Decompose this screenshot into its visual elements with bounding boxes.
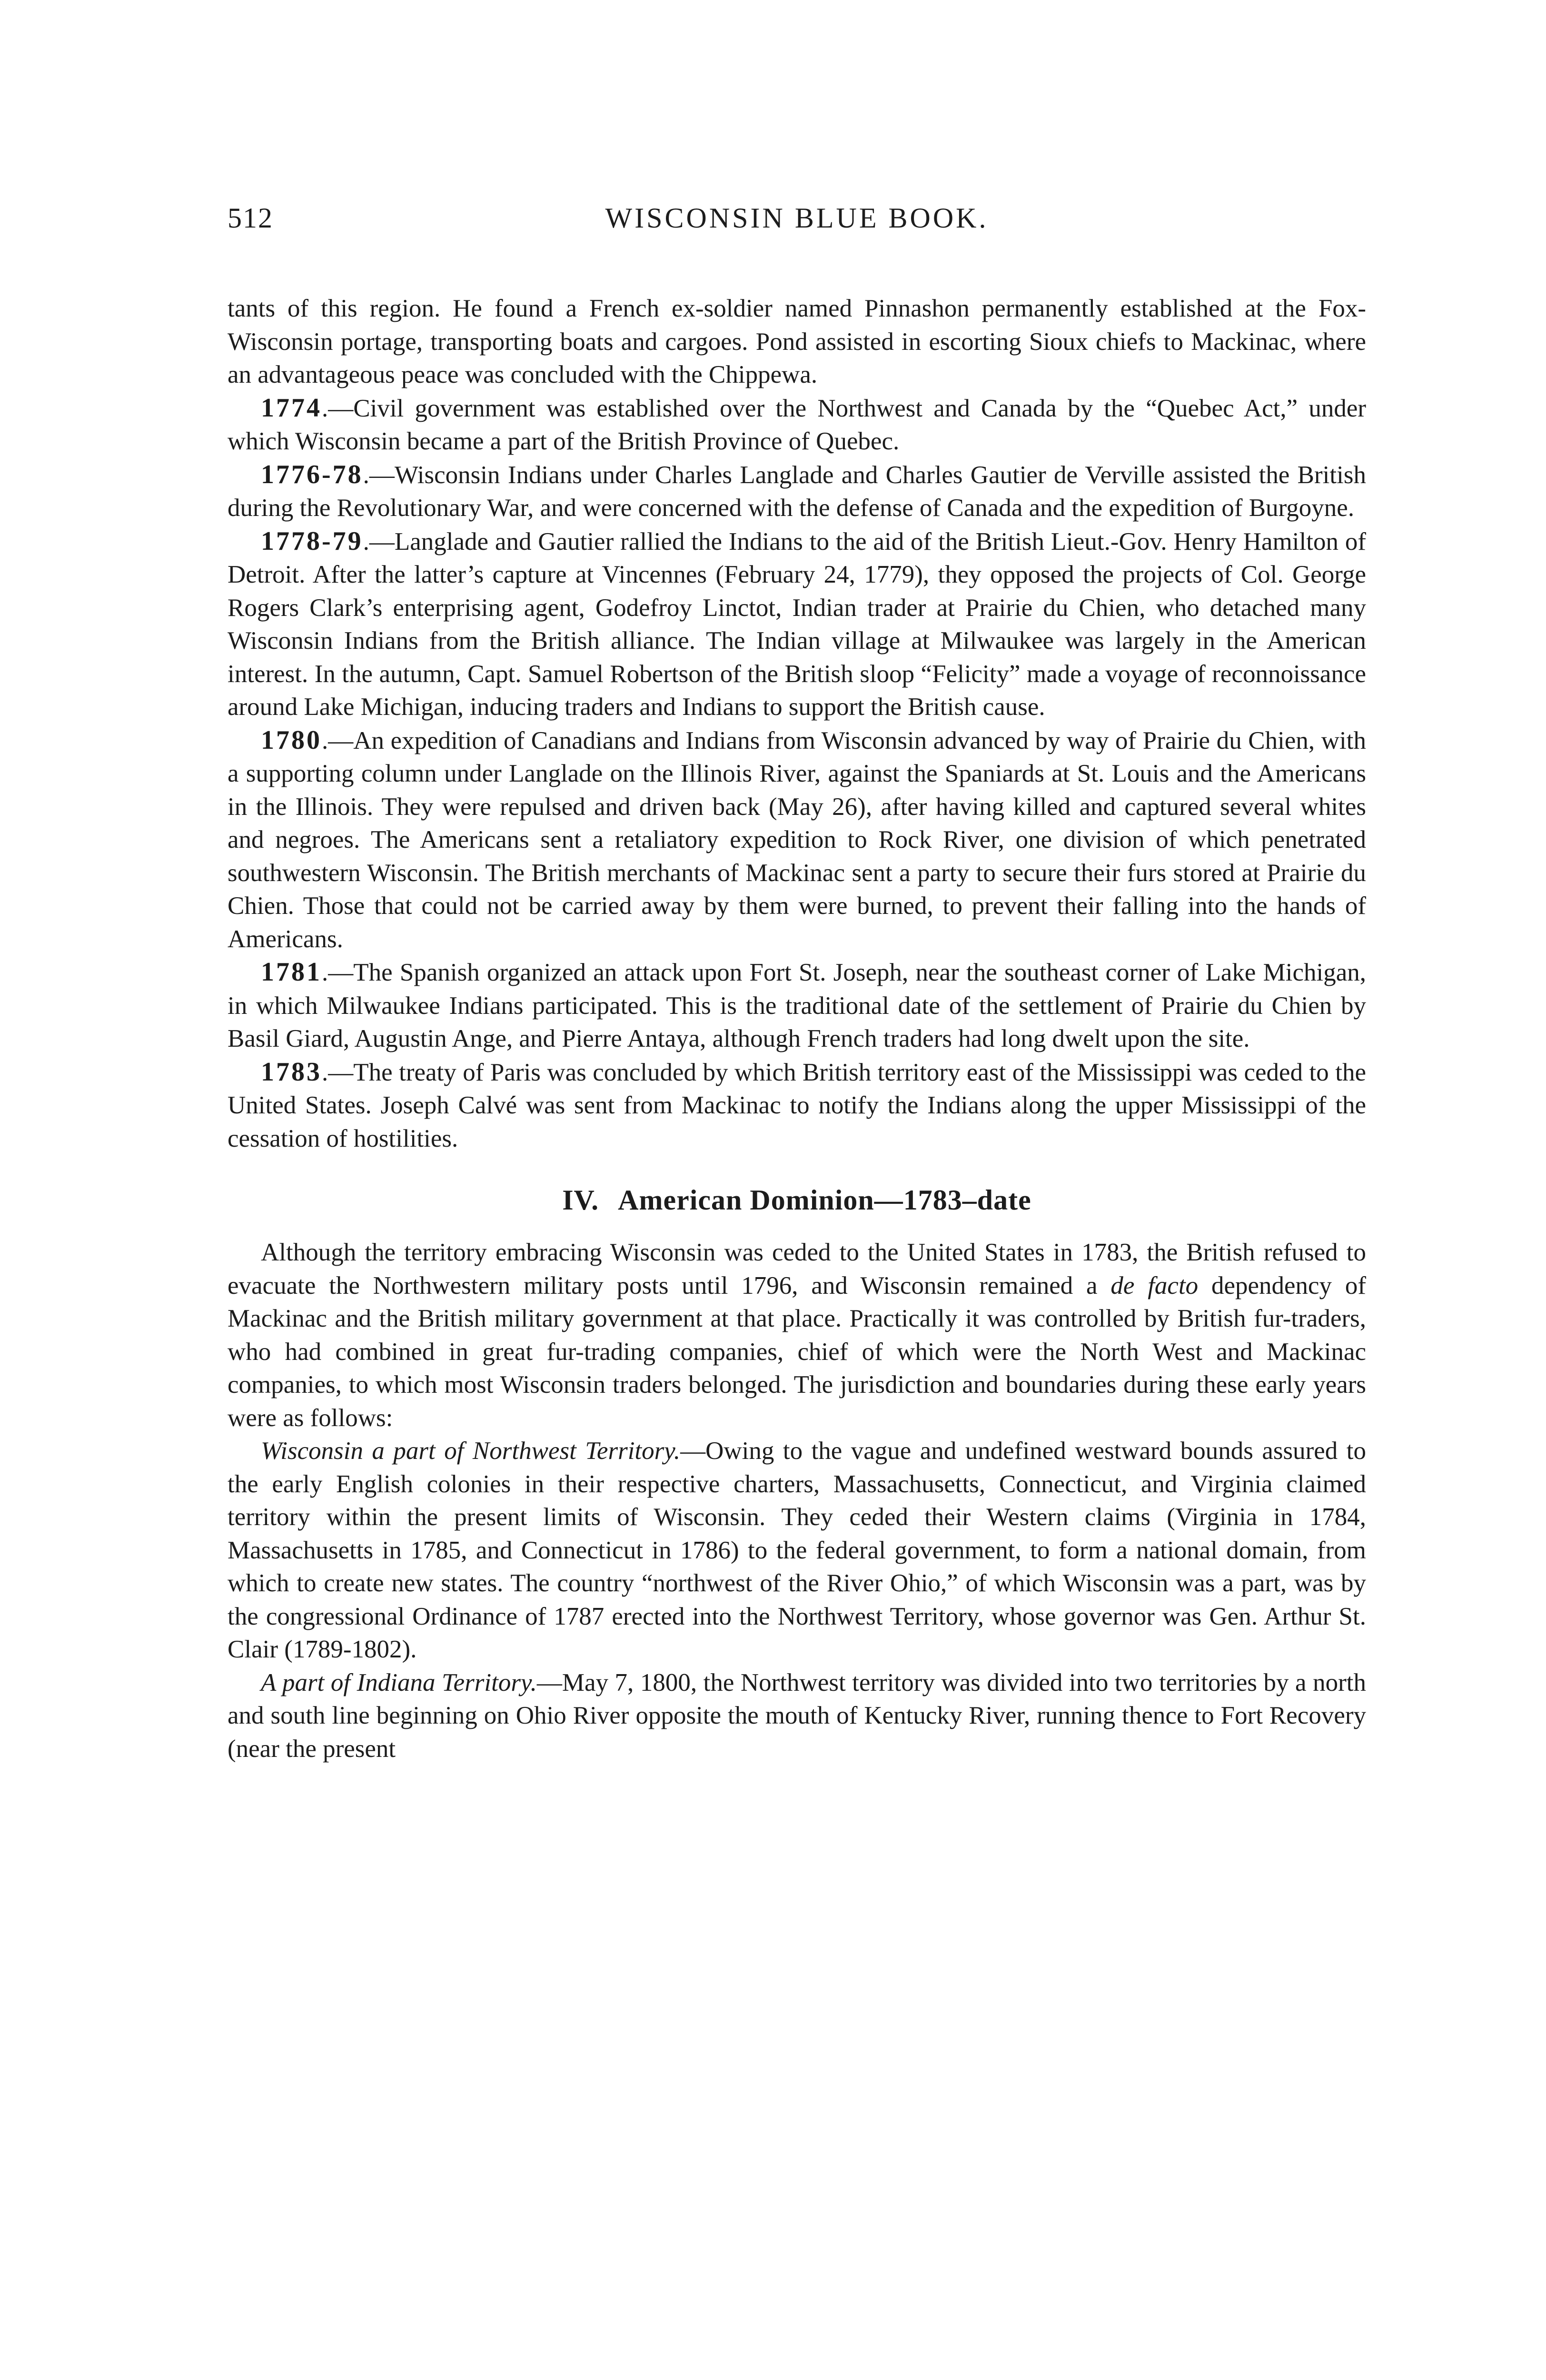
- entry-year: 1776-78: [261, 459, 363, 489]
- chronology-entry-1776-78: [228, 458, 1366, 525]
- section-title: American Dominion—1783–date: [618, 1184, 1031, 1216]
- entry-year: 1774: [261, 393, 322, 423]
- entry-text: .—The treaty of Paris was concluded by which British territory east of the Mississippi was ceded to the United States. Joseph Calvé was sent from Mackinac to notify the Indians along the upper Mississippi of the cessation of hostilities.: [228, 1058, 1366, 1152]
- chronology-entry-1778-79: [228, 525, 1366, 724]
- entry-year: 1783: [261, 1057, 322, 1087]
- northwest-territory-paragraph: [228, 1435, 1366, 1666]
- entry-text: .—Civil government was established over the Northwest and Canada by the “Quebec Act,” under which Wisconsin became a part of the British Province of Quebec.: [228, 394, 1366, 455]
- entry-text: .—The Spanish organized an attack upon Fort St. Joseph, near the southeast corner of Lake Michigan, in which Milwaukee Indians participated. This is the traditional date of the settlement of Prairie du Chien by Basil Giard, Augustin Ange, and Pierre Antaya, although French traders had long dwelt upon the site.: [228, 959, 1366, 1052]
- entry-text: .—Wisconsin Indians under Charles Langlade and Charles Gautier de Verville assisted the British during the Revolutionary War, and were concerned with the defense of Canada and the expedition of Burgoyne.: [228, 461, 1366, 522]
- entry-year: 1780: [261, 725, 322, 755]
- book-page: [228, 202, 1366, 1765]
- indiana-text: —May 7, 1800, the Northwest territory was divided into two territories by a north and south line beginning on Ohio River opposite the mouth of Kentucky River, running thence to Fort Recovery (near the present: [228, 1668, 1366, 1763]
- intro-paragraph: [228, 1236, 1366, 1435]
- chronology-entry-1774: [228, 392, 1366, 458]
- chronology-entry-1783: [228, 1056, 1366, 1156]
- intro-text-after: dependency of Mackinac and the British military government at that place. Practically it was controlled by British fur-traders, who had combined in great fur-trading companies, chief of which were the North West and Mackinac companies, to which most Wisconsin traders belonged. The jurisdiction and boundaries during these early years were as follows:: [228, 1271, 1367, 1432]
- continued-paragraph: tants of this region. He found a French ex-soldier named Pinnashon permanently established at the Fox-Wisconsin portage, transporting boats and cargoes. Pond assisted in escorting Sioux chiefs to Mackinac, where an advantageous peace was concluded with the Chippewa.: [228, 295, 1366, 388]
- section-heading: [228, 1183, 1366, 1217]
- chronology-entry-1780: [228, 724, 1366, 956]
- indiana-territory-paragraph: [228, 1666, 1366, 1766]
- subheading-northwest: Wisconsin a part of Northwest Territory.: [261, 1437, 681, 1465]
- running-head: WISCONSIN BLUE BOOK.: [605, 202, 989, 234]
- intro-text-before: Although the territory embracing Wisconsin was ceded to the United States in 1783, the British refused to evacuate the Northwestern military posts until 1796, and Wisconsin remained a: [228, 1239, 1366, 1299]
- entry-year: 1778-79: [261, 526, 363, 556]
- body-text: [228, 292, 1366, 1765]
- entry-text: .—An expedition of Canadians and Indians from Wisconsin advanced by way of Prairie du Chien, with a supporting column under Langlade on the Illinois River, against the Spaniards at St. Louis and the Americans in the Illinois. They were repulsed and driven back (May 26), after having killed and captured several whites and negroes. The Americans sent a retaliatory expedition to Rock River, one division of which penetrated southwestern Wisconsin. The British merchants of Mackinac sent a party to secure their furs stored at Prairie du Chien. Those that could not be carried away by them were burned, to prevent their falling into the hands of Americans.: [228, 726, 1366, 953]
- entry-year: 1781: [261, 957, 322, 987]
- intro-italic-term: de facto: [1110, 1271, 1199, 1299]
- page-header: [228, 202, 1366, 240]
- subheading-indiana: A part of Indiana Territory.: [261, 1668, 537, 1696]
- section-numeral: IV.: [562, 1184, 599, 1216]
- northwest-text: —Owing to the vague and undefined westward bounds assured to the early English colonies in their respective charters, Massachusetts, Connecticut, and Virginia claimed territory within the present limits of Wisconsin. They ceded their Western claims (Virginia in 1784, Massachusetts in 1785, and Connecticut in 1786) to the federal government, to form a national domain, from which to create new states. The country “northwest of the River Ohio,” of which Wisconsin was a part, was by the congressional Ordinance of 1787 erected into the Northwest Territory, whose governor was Gen. Arthur St. Clair (1789-1802).: [228, 1437, 1367, 1663]
- entry-text: .—Langlade and Gautier rallied the Indians to the aid of the British Lieut.-Gov. Henry Hamilton of Detroit. After the latter’s capture at Vincennes (February 24, 1779), they opposed the projects of Col. George Rogers Clark’s enterprising agent, Godefroy Linctot, Indian trader at Prairie du Chien, who detached many Wisconsin Indians from the British alliance. The Indian village at Milwaukee was largely in the American interest. In the autumn, Capt. Samuel Robertson of the British sloop “Felicity” made a voyage of reconnoissance around Lake Michigan, inducing traders and Indians to support the British cause.: [228, 527, 1366, 721]
- page-number: 512: [228, 202, 273, 234]
- chronology-entry-1781: [228, 956, 1366, 1056]
